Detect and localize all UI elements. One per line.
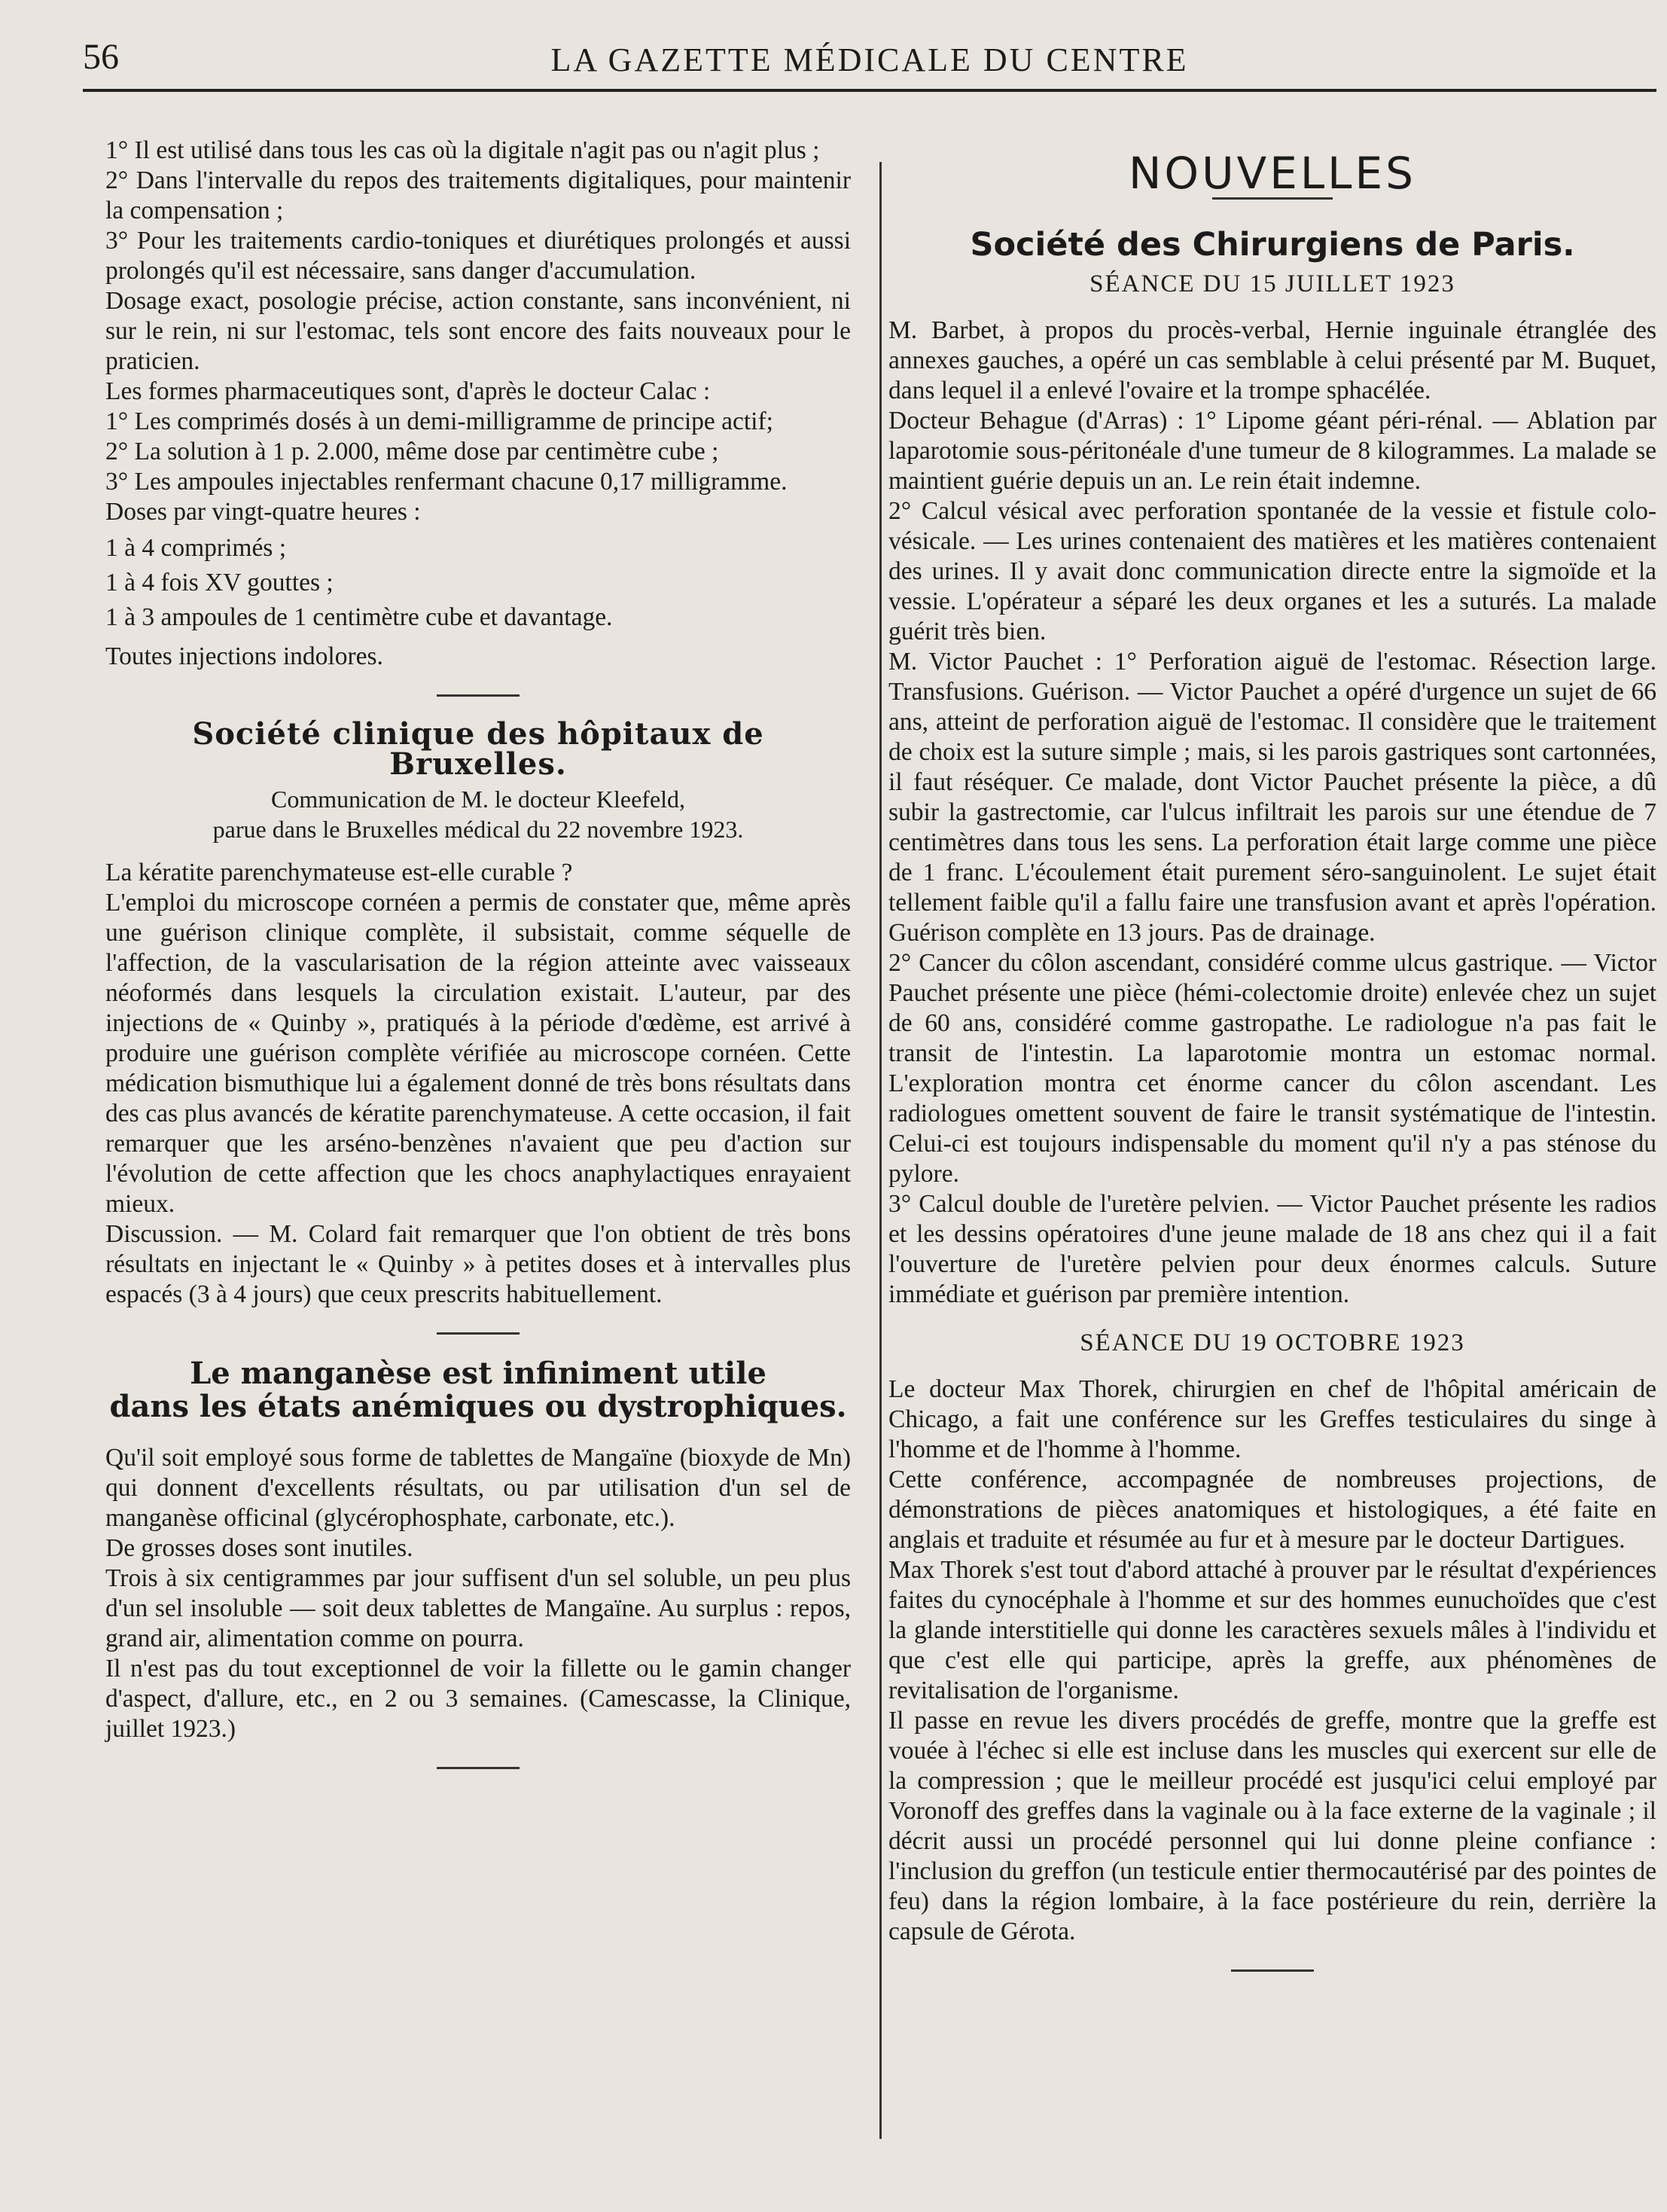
section-heading — [105, 1357, 851, 1423]
paragraph: Trois à six centigrammes par jour suffisent d'un sel soluble, un peu plus d'un sel insoluble — soit deux tablettes de Mangaïne. Au surplus : repos, grand air, alimentation comme on pourra. — [105, 1564, 851, 1652]
dose-line: 1 à 4 comprimés ; — [105, 534, 287, 562]
paragraph: 2° La solution à 1 p. 2.000, même dose par centimètre cube ; — [105, 438, 719, 465]
paragraph: Il passe en revue les divers procédés de greffe, montre que la greffe est vouée à l'échec si elle est incluse dans les muscles qui exercent sur elle de la compression ; que le meilleur procédé est jusqu'ici celui employé par Voronoff des greffes dans la vaginale ou à la face externe de la vaginale ; il décrit aussi un procédé personnel qui lui donne pleine confiance : l'inclusion du greffon (un testicule entier thermocautérisé par des pointes de feu) dans la région lombaire, à la face postérieure du rein, derrière la capsule de Gérota. — [888, 1707, 1656, 1945]
paragraph: 2° Dans l'intervalle du repos des traitements digitaliques, pour maintenir la compensation ; — [105, 166, 851, 224]
paragraph: Le docteur Max Thorek, chirurgien en chef de l'hôpital américain de Chicago, a fait une conférence sur les Greffes testiculaires du singe à l'homme et de l'homme à l'homme. — [888, 1375, 1656, 1463]
section-rule — [1231, 1969, 1314, 1972]
paragraph: De grosses doses sont inutiles. — [105, 1534, 413, 1562]
session-heading: SÉANCE DU 19 OCTOBRE 1923 — [1080, 1329, 1465, 1356]
section-rule — [437, 694, 520, 697]
paragraph: Docteur Behague (d'Arras) : 1° Lipome géant péri-rénal. — Ablation par laparotomie sous-péritonéale d'une tumeur de 8 kilogrammes. La malade se maintient guérie depuis un an. Le rein était indemne. — [888, 407, 1656, 495]
paragraph: L'emploi du microscope cornéen a permis de constater que, même après une guérison clinique complète, il subsistait, comme séquelle de l'affection, de la vascularisation de la région atteinte avec vaisseaux néoformés dans lesquels la circulation existait. L'auteur, par des injections de « Quinby », pratiqués à la période d'œdème, est arrivé à produire une guérison complète vérifiée au microscope cornéen. Cette médication bismuthique lui a également donné de très bons résultats dans des cas plus avancés de kératite parenchymateuse. A cette occasion, il fait remarquer que les arséno-benzènes n'avaient que peu d'action sur l'évolution de cette affection que les chocs anaphylactiques enrayaient mieux. — [105, 889, 851, 1218]
paragraph: Il n'est pas du tout exceptionnel de voir la fillette ou le gamin changer d'aspect, d'allure, etc., en 2 ou 3 semaines. (Camescasse, la Clinique, juillet 1923.) — [105, 1655, 851, 1743]
session-heading: SÉANCE DU 15 JUILLET 1923 — [1089, 270, 1455, 297]
section-subheading: parue dans le Bruxelles médical du 22 novembre 1923. — [212, 816, 744, 843]
paragraph: 3° Pour les traitements cardio-toniques et diurétiques prolongés et aussi prolongés qu'il est nécessaire, sans danger d'accumulation. — [105, 227, 851, 285]
paragraph: Max Thorek s'est tout d'abord attaché à prouver par le résultat d'expériences faites du cynocéphale à l'homme et sur des hommes eunuchoïdes que c'est la glande interstitielle qui donne les caractères sexuels mâles à l'individu et que c'est elle qui participe, après la greffe, aux phénomènes de revitalisation de l'organisme. — [888, 1556, 1656, 1704]
paragraph: 1° Il est utilisé dans tous les cas où la digitale n'agit pas ou n'agit plus ; — [105, 136, 820, 164]
society-heading: Société des Chirurgiens de Paris. — [970, 226, 1575, 264]
journal-title: LA GAZETTE MÉDICALE DU CENTRE — [550, 41, 1189, 78]
section-heading: Société clinique des hôpitaux de Bruxelles. — [192, 716, 764, 782]
page-header — [83, 30, 1656, 90]
news-title: NOUVELLES — [1129, 148, 1416, 199]
dose-line: 1 à 4 fois XV gouttes ; — [105, 569, 334, 596]
column-divider — [879, 162, 882, 2139]
heading-line: dans les états anémiques ou dystrophiques. — [109, 1389, 847, 1424]
paragraph: M. Victor Pauchet : 1° Perforation aiguë de l'estomac. Résection large. Transfusions. Guérison. — Victor Pauchet a opéré d'urgence un sujet de 66 ans, atteint de perforation aiguë de l'estomac. Il considère que le traitement de choix est la suture simple ; mais, si les parois gastriques sont cartonnées, il faut réséquer. Ce malade, dont Victor Pauchet présente la pièce, a dû subir la gastrectomie, car l'ulcus infiltrait les parois sur une étendue de 7 centimètres dans tous les sens. La perforation était large comme une pièce de 1 franc. L'écoulement était purement séro-sanguinolent. Le sujet était tellement faible qu'il a fallu faire une transfusion avant et après l'opération. Guérison complète en 13 jours. Pas de drainage. — [888, 648, 1656, 947]
heading-line: Le manganèse est infiniment utile — [190, 1356, 766, 1391]
paragraph: 1° Les comprimés dosés à un demi-milligramme de principe actif; — [105, 407, 773, 435]
paragraph: 3° Calcul double de l'uretère pelvien. — Victor Pauchet présente les radios et les dessins opératoires d'une jeune malade de 18 ans chez qui il a fait l'ouverture de l'uretère pelvien pour deux énormes calculs. Suture immédiate et guérison par première intention. — [888, 1190, 1656, 1308]
paragraph: Les formes pharmaceutiques sont, d'après le docteur Calac : — [105, 377, 711, 405]
section-subheading: Communication de M. le docteur Kleefeld, — [270, 786, 686, 813]
right-column — [888, 136, 1656, 1994]
section-rule — [437, 1767, 520, 1769]
paragraph: Dosage exact, posologie précise, action constante, sans inconvénient, ni sur le rein, ni sur l'estomac, tels sont encore des faits nouveaux pour le praticien. — [105, 287, 851, 375]
paragraph: Cette conférence, accompagnée de nombreuses projections, de démonstrations de pièces anatomiques et histologiques, a été faite en anglais et traduite et résumée au fur et à mesure par le docteur Dartigues. — [888, 1466, 1656, 1554]
paragraph: M. Barbet, à propos du procès-verbal, Hernie inguinale étranglée des annexes gauches, a opéré un cas semblable à celui présenté par M. Buquet, dans lequel il a enlevé l'ovaire et la trompe sphacélée. — [888, 316, 1656, 404]
paragraph: 2° Cancer du côlon ascendant, considéré comme ulcus gastrique. — Victor Pauchet présente une pièce (hémi-colectomie droite) enlevée chez un sujet de 60 ans, considéré comme gastropathe. Le radiologue n'a pas fait le transit de l'intestin. La laparotomie montra un estomac normal. L'exploration montra cet énorme cancer du côlon ascendant. Les radiologues omettent souvent de faire le transit systématique de l'intestin. Celui-ci est toujours indispensable du moment qu'il n'y a pas sténose du pylore. — [888, 949, 1656, 1188]
paragraph: La kératite parenchymateuse est-elle curable ? — [105, 859, 573, 886]
paragraph: Discussion. — M. Colard fait remarquer que l'on obtient de très bons résultats en injectant le « Quinby » à petites doses et à intervalles plus espacés (3 à 4 jours) que ceux prescrits habituellement. — [105, 1220, 851, 1308]
paragraph: Toutes injections indolores. — [105, 642, 383, 670]
dose-line: 1 à 3 ampoules de 1 centimètre cube et davantage. — [105, 603, 613, 631]
paragraph: 3° Les ampoules injectables renfermant chacune 0,17 milligramme. — [105, 468, 788, 496]
left-column — [105, 136, 851, 1792]
paragraph: 2° Calcul vésical avec perforation spontanée de la vessie et fistule colo-vésicale. — Les urines contenaient des matières et les matières contenaient des urines. Il y avait donc communication directe entre la sigmoïde et la vessie. L'opérateur a séparé les deux organes et les a suturés. La malade guérit très bien. — [888, 497, 1656, 645]
paragraph: Doses par vingt-quatre heures : — [105, 498, 421, 526]
page-number: 56 — [83, 37, 119, 77]
paragraph: Qu'il soit employé sous forme de tablettes de Mangaïne (bioxyde de Mn) qui donnent d'excellents résultats, ou par utilisation d'un sel de manganèse officinal (glycérophosphate, carbonate, etc.). — [105, 1444, 851, 1532]
section-rule — [437, 1332, 520, 1335]
header-rule — [83, 89, 1656, 92]
